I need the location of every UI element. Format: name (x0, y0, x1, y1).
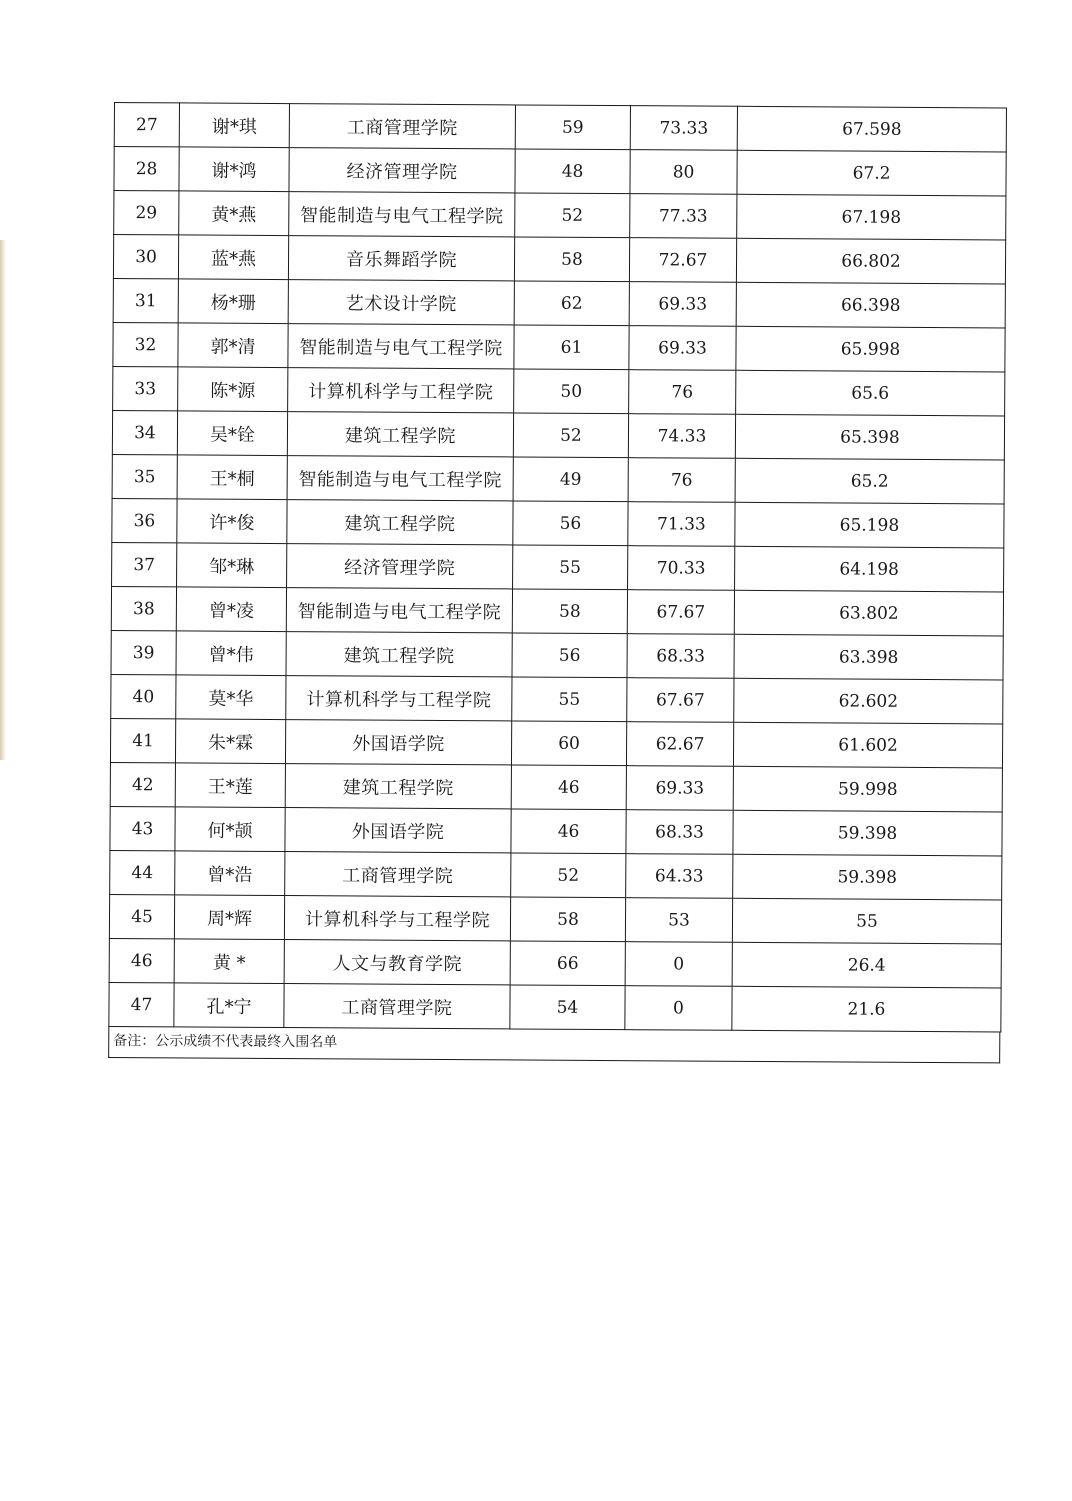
cell-score-2: 69.33 (629, 282, 736, 327)
cell-score-1: 61 (514, 325, 629, 370)
cell-college: 建筑工程学院 (287, 412, 513, 457)
cell-score-2: 53 (625, 898, 732, 943)
table-row (110, 718, 1002, 767)
table-row (113, 278, 1005, 327)
cell-score-1: 62 (514, 281, 629, 326)
cell-college: 计算机科学与工程学院 (286, 676, 512, 721)
cell-name: 蓝*燕 (178, 235, 288, 280)
cell-score-2: 71.33 (628, 502, 735, 547)
cell-total-score: 21.6 (732, 986, 1001, 1032)
cell-name: 朱*霖 (175, 719, 285, 764)
cell-total-score: 66.802 (736, 238, 1005, 284)
cell-number: 46 (109, 938, 174, 982)
cell-name: 黄*燕 (179, 191, 289, 236)
cell-name: 周*辉 (174, 895, 284, 940)
cell-total-score: 26.4 (732, 942, 1001, 988)
cell-total-score: 59.398 (733, 854, 1002, 900)
score-table-body (109, 103, 1007, 1032)
cell-number: 38 (111, 586, 176, 630)
table-row (110, 806, 1002, 855)
cell-college: 建筑工程学院 (286, 632, 512, 677)
cell-total-score: 67.198 (737, 194, 1006, 240)
table-row (110, 850, 1002, 899)
table-row (112, 410, 1004, 459)
table-row (113, 235, 1005, 284)
cell-total-score: 59.398 (733, 810, 1002, 856)
cell-score-2: 76 (628, 458, 735, 503)
cell-college: 建筑工程学院 (287, 500, 513, 545)
cell-total-score: 67.2 (737, 150, 1006, 196)
cell-number: 40 (111, 674, 176, 718)
cell-college: 计算机科学与工程学院 (288, 368, 514, 413)
table-row (114, 103, 1006, 152)
cell-score-1: 56 (513, 501, 628, 546)
table-row (110, 762, 1002, 811)
cell-college: 经济管理学院 (287, 544, 513, 589)
cell-number: 41 (110, 718, 175, 762)
cell-score-1: 50 (514, 369, 629, 414)
cell-score-2: 67.67 (627, 678, 734, 723)
cell-number: 34 (112, 410, 177, 454)
cell-score-1: 52 (511, 853, 626, 898)
table-row (111, 630, 1003, 679)
cell-name: 何*颉 (175, 807, 285, 852)
cell-number: 36 (112, 498, 177, 542)
cell-number: 37 (112, 542, 177, 586)
cell-total-score: 61.602 (733, 722, 1002, 768)
cell-number: 45 (109, 894, 174, 938)
cell-score-2: 80 (630, 150, 737, 195)
cell-name: 杨*珊 (178, 279, 288, 324)
table-row (112, 454, 1004, 503)
cell-name: 陈*源 (178, 367, 288, 412)
cell-score-1: 58 (512, 589, 627, 634)
cell-college: 艺术设计学院 (288, 280, 514, 325)
cell-name: 曾*伟 (176, 631, 286, 676)
cell-number: 44 (110, 850, 175, 894)
cell-college: 工商管理学院 (289, 104, 515, 149)
cell-number: 31 (113, 278, 178, 322)
cell-score-2: 76 (629, 370, 736, 415)
cell-number: 33 (113, 366, 178, 410)
cell-number: 27 (114, 103, 179, 147)
cell-score-1: 46 (511, 765, 626, 810)
cell-total-score: 66.398 (736, 282, 1005, 328)
cell-number: 42 (110, 762, 175, 806)
cell-score-1: 56 (512, 633, 627, 678)
table-row (112, 542, 1004, 591)
cell-total-score: 65.6 (736, 370, 1005, 416)
cell-score-1: 55 (513, 545, 628, 590)
cell-score-2: 74.33 (628, 414, 735, 459)
cell-college: 工商管理学院 (284, 984, 510, 1029)
cell-score-2: 68.33 (627, 634, 734, 679)
cell-score-2: 69.33 (626, 766, 733, 811)
table-row (111, 586, 1003, 635)
cell-total-score: 65.398 (735, 414, 1004, 460)
cell-name: 黄 * (174, 939, 284, 984)
cell-name: 曾*浩 (175, 851, 285, 896)
cell-score-1: 46 (511, 809, 626, 854)
cell-total-score: 64.198 (735, 546, 1004, 592)
cell-score-1: 54 (510, 985, 625, 1030)
cell-college: 智能制造与电气工程学院 (286, 588, 512, 633)
footnote: 备注：公示成绩不代表最终入围名单 (108, 1027, 1000, 1063)
table-row (113, 322, 1005, 371)
cell-total-score: 65.198 (735, 502, 1004, 548)
cell-number: 29 (114, 191, 179, 235)
cell-score-1: 59 (515, 105, 630, 150)
cell-score-2: 64.33 (626, 854, 733, 899)
cell-score-1: 52 (515, 193, 630, 238)
cell-total-score: 65.998 (736, 326, 1005, 372)
cell-score-1: 58 (510, 897, 625, 942)
table-row (109, 982, 1001, 1031)
table-row (114, 191, 1006, 240)
cell-score-2: 62.67 (626, 722, 733, 767)
cell-total-score: 63.398 (734, 634, 1003, 680)
cell-college: 经济管理学院 (289, 148, 515, 193)
cell-name: 邹*琳 (177, 543, 287, 588)
cell-score-2: 0 (625, 942, 732, 987)
cell-number: 35 (112, 454, 177, 498)
table-row (109, 938, 1001, 987)
cell-college: 工商管理学院 (285, 852, 511, 897)
cell-score-2: 72.67 (629, 238, 736, 283)
cell-name: 吴*铨 (177, 411, 287, 456)
cell-total-score: 65.2 (735, 458, 1004, 504)
cell-college: 智能制造与电气工程学院 (287, 456, 513, 501)
table-row (113, 366, 1005, 415)
score-sheet (108, 102, 1006, 1063)
cell-total-score: 63.802 (734, 590, 1003, 636)
cell-score-1: 49 (513, 457, 628, 502)
cell-name: 王*莲 (175, 763, 285, 808)
cell-score-1: 60 (511, 721, 626, 766)
cell-score-2: 67.67 (627, 590, 734, 635)
cell-number: 30 (113, 235, 178, 279)
cell-score-2: 77.33 (630, 194, 737, 239)
cell-score-1: 58 (514, 237, 629, 282)
cell-number: 28 (114, 147, 179, 191)
cell-name: 谢*鸿 (179, 147, 289, 192)
cell-total-score: 59.998 (733, 766, 1002, 812)
cell-total-score: 62.602 (734, 678, 1003, 724)
cell-score-2: 69.33 (629, 326, 736, 371)
cell-college: 外国语学院 (285, 720, 511, 765)
cell-name: 郭*清 (178, 323, 288, 368)
cell-score-2: 0 (625, 986, 732, 1031)
table-row (109, 894, 1001, 943)
cell-number: 32 (113, 322, 178, 366)
score-table (108, 102, 1007, 1032)
cell-name: 莫*华 (176, 675, 286, 720)
table-row (111, 674, 1003, 723)
cell-total-score: 55 (732, 898, 1001, 944)
cell-college: 智能制造与电气工程学院 (289, 192, 515, 237)
cell-name: 孔*宁 (174, 983, 284, 1028)
cell-score-1: 48 (515, 149, 630, 194)
cell-score-2: 68.33 (626, 810, 733, 855)
cell-college: 音乐舞蹈学院 (288, 236, 514, 281)
cell-number: 47 (109, 982, 174, 1026)
cell-score-1: 55 (512, 677, 627, 722)
cell-name: 王*桐 (177, 455, 287, 500)
cell-name: 曾*凌 (176, 587, 286, 632)
cell-total-score: 67.598 (737, 106, 1006, 152)
cell-score-2: 70.33 (628, 546, 735, 591)
cell-college: 建筑工程学院 (285, 764, 511, 809)
cell-score-1: 66 (510, 941, 625, 986)
cell-number: 43 (110, 806, 175, 850)
cell-college: 智能制造与电气工程学院 (288, 324, 514, 369)
table-row (112, 498, 1004, 547)
cell-college: 外国语学院 (285, 808, 511, 853)
cell-score-2: 73.33 (630, 106, 737, 151)
cell-college: 计算机科学与工程学院 (284, 896, 510, 941)
cell-score-1: 52 (513, 413, 628, 458)
table-row (114, 147, 1006, 196)
cell-name: 谢*琪 (179, 103, 289, 148)
scanned-page-edge (0, 240, 6, 760)
cell-number: 39 (111, 630, 176, 674)
cell-name: 许*俊 (177, 499, 287, 544)
cell-college: 人文与教育学院 (284, 940, 510, 985)
